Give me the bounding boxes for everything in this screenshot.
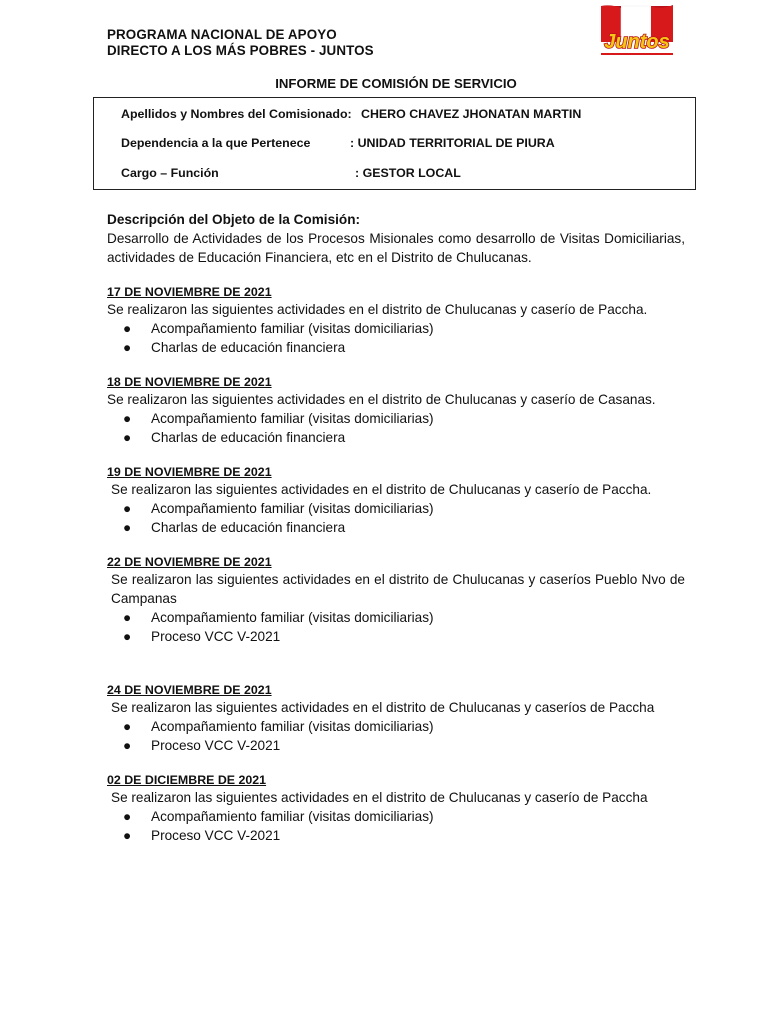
org-line-1: PROGRAMA NACIONAL DE APOYO bbox=[107, 27, 337, 42]
day-entry-4 bbox=[107, 554, 685, 646]
activity-list bbox=[107, 319, 685, 357]
list-item: ● Acompañamiento familiar (visitas domiciliarias) bbox=[123, 610, 434, 625]
list-item: ● Charlas de educación financiera bbox=[123, 520, 346, 535]
bullet-icon: ● bbox=[123, 738, 132, 753]
name-label: Apellidos y Nombres del Comisionado: bbox=[121, 107, 352, 121]
dependency-label: Dependencia a la que Pertenece bbox=[121, 136, 311, 150]
org-line-2: DIRECTO A LOS MÁS POBRES - JUNTOS bbox=[107, 43, 374, 58]
day-text: Se realizaron las siguientes actividades en el distrito de Chulucanas y caseríos de Paccha bbox=[111, 700, 655, 715]
list-item: ● Acompañamiento familiar (visitas domiciliarias) bbox=[123, 501, 434, 516]
bullet-icon: ● bbox=[123, 719, 132, 734]
organization-name bbox=[107, 27, 374, 59]
day-entry-3 bbox=[107, 464, 685, 537]
info-row-dependency bbox=[121, 136, 555, 150]
day-text: Se realizaron las siguientes actividades en el distrito de Chulucanas y caserío de Paccha bbox=[111, 790, 648, 805]
activity-list bbox=[107, 499, 685, 537]
day-entry-1 bbox=[107, 284, 685, 357]
list-item: ● Charlas de educación financiera bbox=[123, 430, 346, 445]
bullet-icon: ● bbox=[123, 501, 132, 516]
day-date: 18 DE NOVIEMBRE DE 2021 bbox=[107, 375, 272, 389]
list-item: ● Acompañamiento familiar (visitas domiciliarias) bbox=[123, 719, 434, 734]
activity-list bbox=[107, 409, 685, 447]
day-date: 24 DE NOVIEMBRE DE 2021 bbox=[107, 683, 272, 697]
list-item: ● Proceso VCC V-2021 bbox=[123, 738, 281, 753]
juntos-logo bbox=[597, 4, 677, 58]
day-text: Se realizaron las siguientes actividades en el distrito de Chulucanas y caserío de Casanas. bbox=[107, 392, 656, 407]
activity-list bbox=[107, 807, 685, 845]
list-item: ● Acompañamiento familiar (visitas domiciliarias) bbox=[123, 411, 434, 426]
list-item: ● Proceso VCC V-2021 bbox=[123, 828, 281, 843]
description-title: Descripción del Objeto de la Comisión: bbox=[107, 212, 361, 227]
report-title: INFORME DE COMISIÓN DE SERVICIO bbox=[275, 76, 517, 91]
dependency-value: : UNIDAD TERRITORIAL DE PIURA bbox=[350, 136, 555, 150]
bullet-icon: ● bbox=[123, 828, 132, 843]
bullet-icon: ● bbox=[123, 321, 132, 336]
logo-wordmark: Juntos bbox=[604, 31, 670, 53]
bullet-icon: ● bbox=[123, 520, 132, 535]
info-row-role bbox=[121, 166, 461, 180]
name-value: CHERO CHAVEZ JHONATAN MARTIN bbox=[361, 107, 582, 121]
bullet-icon: ● bbox=[123, 340, 132, 355]
role-value: : GESTOR LOCAL bbox=[355, 166, 461, 180]
day-date: 22 DE NOVIEMBRE DE 2021 bbox=[107, 555, 272, 569]
description-text: Desarrollo de Actividades de los Procesos Misionales como desarrollo de Visitas Domiciliarias, actividades de Educación Financiera, etc en el Distrito de Chulucanas. bbox=[107, 231, 685, 265]
day-date: 19 DE NOVIEMBRE DE 2021 bbox=[107, 465, 272, 479]
day-text: Se realizaron las siguientes actividades en el distrito de Chulucanas y caseríos Pueblo Nvo de Campanas bbox=[111, 572, 685, 606]
bullet-icon: ● bbox=[123, 411, 132, 426]
bullet-icon: ● bbox=[123, 629, 132, 644]
day-text: Se realizaron las siguientes actividades en el distrito de Chulucanas y caserío de Paccha. bbox=[107, 302, 648, 317]
bullet-icon: ● bbox=[123, 809, 132, 824]
day-entry-5 bbox=[107, 682, 685, 755]
role-label: Cargo – Función bbox=[121, 166, 219, 180]
list-item: ● Acompañamiento familiar (visitas domiciliarias) bbox=[123, 321, 434, 336]
day-entry-6 bbox=[107, 772, 685, 845]
day-date: 02 DE DICIEMBRE DE 2021 bbox=[107, 773, 267, 787]
list-item: ● Charlas de educación financiera bbox=[123, 340, 346, 355]
activity-list bbox=[107, 608, 685, 646]
bullet-icon: ● bbox=[123, 610, 132, 625]
bullet-icon: ● bbox=[123, 430, 132, 445]
day-text: Se realizaron las siguientes actividades en el distrito de Chulucanas y caserío de Paccha. bbox=[111, 482, 652, 497]
activity-list bbox=[107, 717, 685, 755]
info-row-name bbox=[121, 107, 582, 121]
list-item: ● Proceso VCC V-2021 bbox=[123, 629, 281, 644]
day-entry-2 bbox=[107, 374, 685, 447]
list-item: ● Acompañamiento familiar (visitas domiciliarias) bbox=[123, 809, 434, 824]
report-content bbox=[107, 210, 685, 845]
commissioner-info-box bbox=[93, 97, 696, 190]
day-date: 17 DE NOVIEMBRE DE 2021 bbox=[107, 285, 272, 299]
